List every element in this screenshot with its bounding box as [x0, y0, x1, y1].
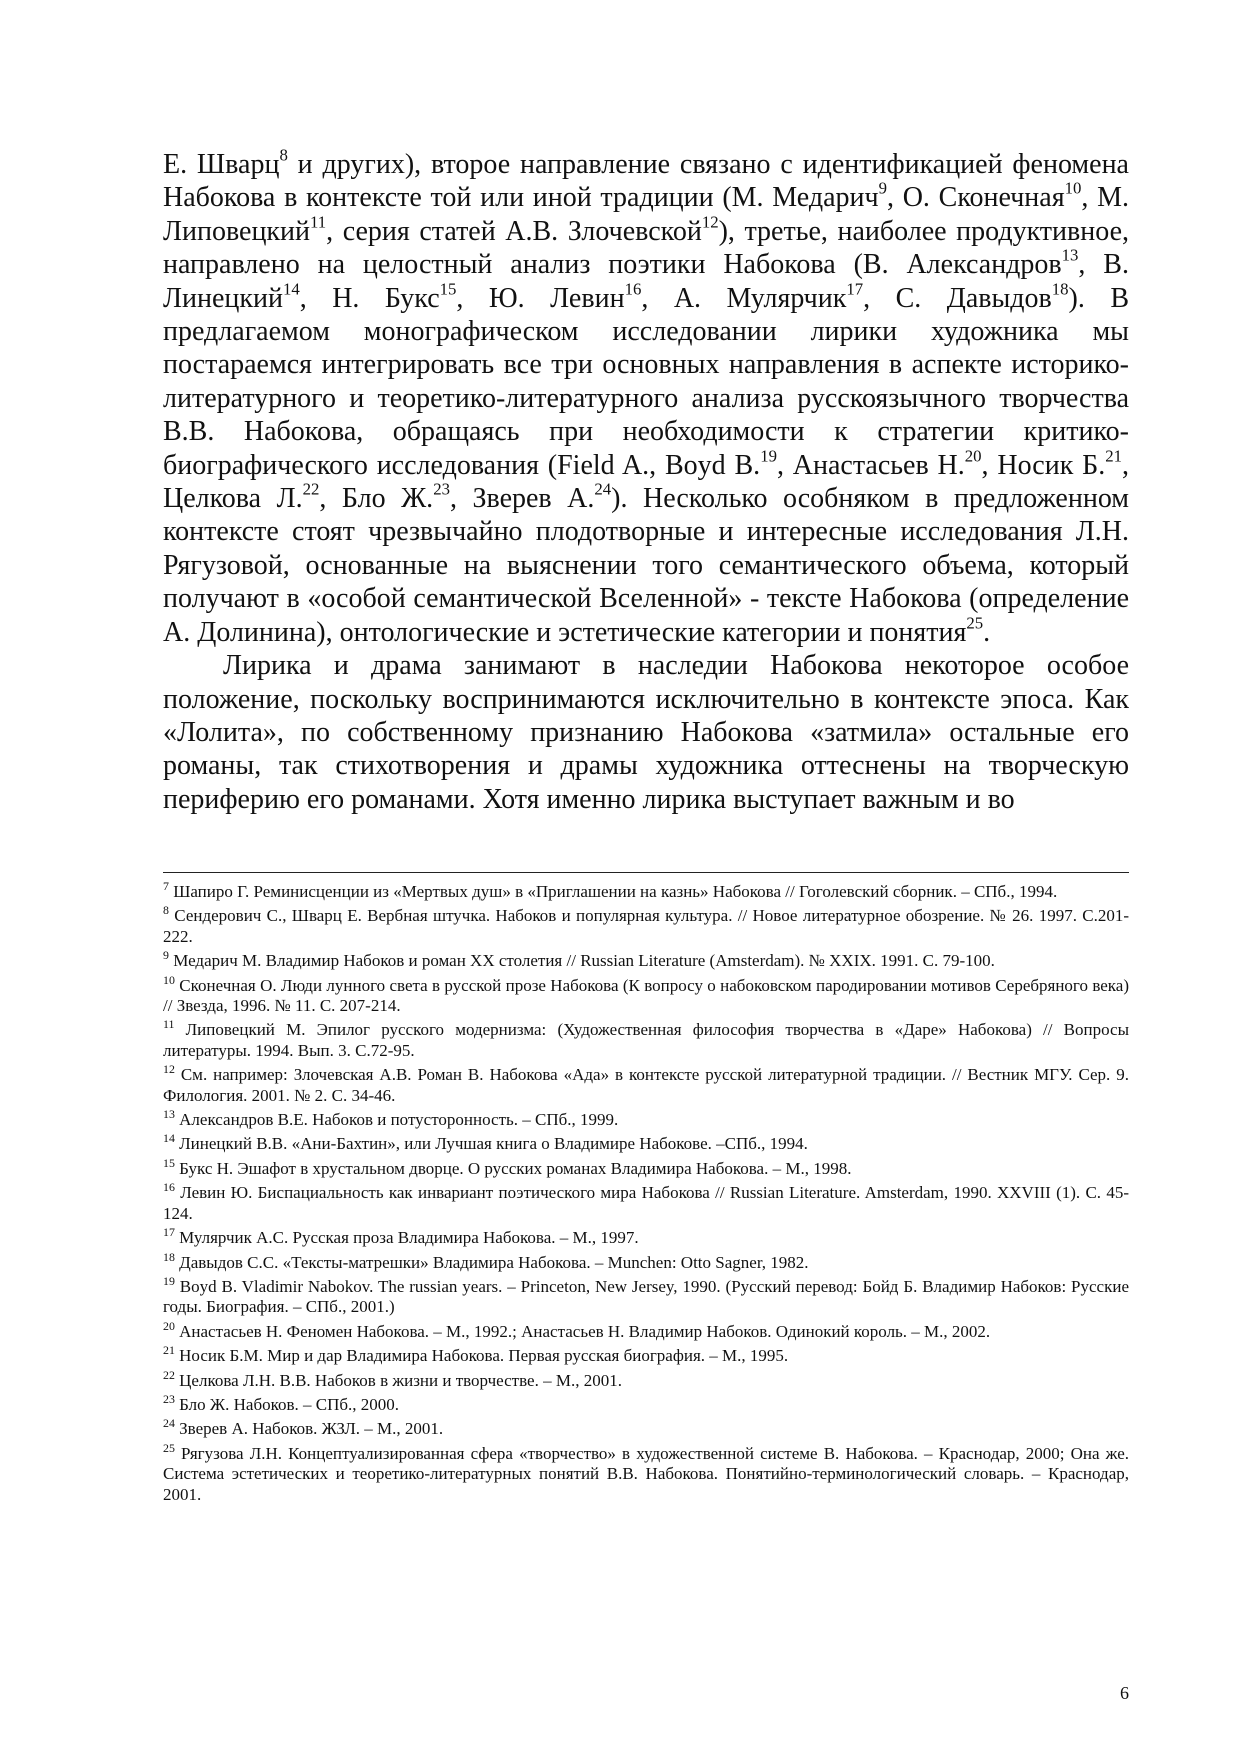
footnote	[163, 1367, 1129, 1391]
text-run: , Ю. Левин	[456, 282, 625, 314]
footnote	[163, 903, 1130, 947]
body-paragraph-1	[163, 145, 1130, 649]
text-run: , А. Мулярчик	[641, 282, 847, 314]
footnote	[163, 1062, 1130, 1106]
footnote-text: Липовецкий М. Эпилог русского модернизма: (Художественная философия творчества в «Даре» Набокова) // Вопросы литературы. 1994. Вып. 3. С.72-95.	[163, 1020, 1130, 1060]
footnote-number: 19	[163, 1273, 175, 1288]
footnote-text: Рягузова Л.Н. Концептуализированная сфера «творчество» в художественной системе В. Набокова. – Краснодар, 2000; Она же. Система эстетических и теоретико-литературных понятий В.В. Набокова. Понятийно-терминологический словарь. – Краснодар, 2001.	[163, 1443, 1129, 1504]
footnote-text: Зверев А. Набоков. ЖЗЛ. – М., 2001.	[179, 1419, 444, 1439]
footnote-text: Бло Ж. Набоков. – СПб., 2000.	[179, 1394, 400, 1414]
footnote-text: Сендерович С., Шварц Е. Вербная штучка. Набоков и популярная культура. // Новое литературное обозрение. № 26. 1997. С.201-222.	[163, 906, 1130, 946]
footnote-number: 23	[163, 1391, 175, 1406]
footnote-number: 9	[163, 948, 169, 963]
text-run: , Н. Букс	[299, 282, 440, 314]
text-run: , Анастасьев Н.	[776, 449, 965, 481]
footnote-number: 24	[163, 1416, 175, 1431]
footnote	[163, 1180, 1129, 1224]
footnote-ref: 18	[1051, 279, 1069, 299]
body-paragraph-2	[163, 649, 1129, 816]
footnote-ref: 25	[966, 613, 984, 633]
footnote-ref: 24	[594, 479, 612, 499]
footnote-ref: 20	[964, 446, 982, 466]
footnote-ref: 10	[1064, 178, 1082, 198]
footnote-ref: 23	[433, 479, 450, 499]
footnote-text: Сконечная О. Люди лунного света в русской прозе Набокова (К вопросу о набоковском пародировании мотивов Серебряного века) // Звезда, 1996. № 11. С. 207-214.	[163, 975, 1130, 1016]
footnote	[163, 1391, 1129, 1415]
footnote-ref: 9	[878, 178, 887, 198]
text-run: ). В предлагаемом монографическом исследовании лирики художника мы постараемся интегрировать все три основных направления в аспекте историко-литературного и теоретико-литературного анализа русскоязычного творчества В.В. Набокова, обращаясь при необходимости к стратегии критико-биографического исследования (Field A., Boyd B.	[163, 282, 1130, 481]
footnote-number: 16	[163, 1180, 175, 1195]
footnote-ref: 11	[310, 212, 327, 232]
text-run: и других), второе направление связано с идентификацией феномена Набокова в контексте той или иной традиции (М. Медарич	[163, 149, 1129, 214]
footnote-ref: 17	[846, 279, 864, 299]
footnote-number: 15	[163, 1155, 175, 1170]
footnotes	[163, 878, 1130, 1509]
text-run: , серия статей А.В. Злочевской	[326, 215, 702, 247]
footnote-text: Давыдов С.С. «Тексты-матрешки» Владимира Набокова. – Munchen: Otto Sagner, 1982.	[179, 1252, 809, 1272]
page-number: 6	[1120, 1683, 1129, 1703]
footnote-text: Линецкий В.В. «Ани-Бахтин», или Лучшая книга о Владимире Набокове. –СПб., 1994.	[179, 1134, 808, 1154]
text-run: Е. Шварц	[163, 149, 280, 180]
footnote-ref: 22	[302, 479, 320, 499]
text-run: , Носик Б.	[981, 449, 1106, 481]
footnote-number: 17	[163, 1224, 175, 1239]
footnote-number: 25	[163, 1440, 175, 1455]
footnote-text: См. например: Злочевская А.В. Роман В. Набокова «Ада» в контексте русской литературной традиции. // Вестник МГУ. Сер. 9. Филология. 2001. № 2. С. 34-46.	[163, 1065, 1130, 1105]
text-run: , Целкова Л.	[163, 449, 1129, 515]
footnote	[163, 1318, 1129, 1342]
text-run: Лирика и драма занимают в наследии Набокова некоторое особое положение, поскольку воспринимаются исключительно в контексте эпоса. Как «Лолита», по собственному признанию Набокова «затмила» остальные его романы, так стихотворения и драмы художника оттеснены на творческую периферию его романами. Хотя именно лирика выступает важным и во	[163, 650, 1129, 815]
text-run: .	[983, 616, 991, 648]
footnote-ref: 14	[282, 279, 300, 299]
footnote-text: Шапиро Г. Реминисценции из «Мертвых душ» в «Приглашении на казнь» Набокова // Гоголевский сборник. – СПб., 1994.	[173, 882, 1058, 901]
footnote-text: Букс Н. Эшафот в хрустальном дворце. О русских романах Владимира Набокова. – М., 1998.	[179, 1158, 852, 1178]
footnote-text: Целкова Л.Н. В.В. Набоков в жизни и творчестве. – М., 2001.	[179, 1370, 622, 1390]
footnote-ref: 12	[701, 212, 719, 232]
text-run: , В. Линецкий	[163, 249, 1129, 314]
footnote-text: Анастасьев Н. Феномен Набокова. – М., 1992.; Анастасьев Н. Владимир Набоков. Одинокий король. – М., 2002.	[179, 1321, 991, 1341]
footnote-separator	[163, 872, 1129, 873]
footnote	[163, 1273, 1130, 1318]
footnote	[163, 1131, 1129, 1154]
footnote-text: Носик Б.М. Мир и дар Владимира Набокова. Первая русская биография. – М., 1995.	[179, 1346, 789, 1366]
footnote-text: Мулярчик А.С. Русская проза Владимира Набокова. – М., 1997.	[179, 1228, 639, 1248]
footnote-ref: 15	[439, 279, 457, 299]
footnote	[163, 1155, 1129, 1179]
footnote	[163, 1440, 1129, 1505]
footnote-number: 12	[163, 1062, 175, 1077]
footnote	[163, 1249, 1129, 1273]
footnote	[163, 1017, 1130, 1061]
footnote-ref: 13	[1061, 245, 1079, 265]
text-run: , Зверев А.	[449, 483, 595, 515]
text-run: ). Несколько особняком в предложенном контексте стоят чрезвычайно плодотворные и интересные исследования Л.Н. Рягузовой, основанные на выяснении того семантического объема, который получают в «особой семантической Вселенной» - тексте Набокова (определение А. Долинина), онтологические и эстетические категории и понятия	[163, 483, 1130, 648]
footnote-number: 21	[163, 1343, 175, 1357]
text-run: , М. Липовецкий	[163, 182, 1130, 247]
footnote-number: 10	[163, 972, 175, 987]
footnote-number: 22	[163, 1367, 175, 1382]
footnote-text: Левин Ю. Биспациальность как инвариант поэтического мира Набокова // Russian Literature. Amsterdam, 1990. XXVIII (1). С. 45-124.	[163, 1183, 1129, 1223]
footnote-number: 13	[163, 1106, 175, 1121]
footnote	[163, 972, 1130, 1017]
footnote-number: 18	[163, 1249, 175, 1264]
main-text	[163, 145, 1130, 816]
footnote-number: 20	[163, 1318, 175, 1333]
footnote-ref: 21	[1105, 446, 1122, 466]
footnote-number: 7	[163, 878, 169, 893]
footnote-number: 11	[163, 1017, 175, 1032]
footnote	[163, 1106, 1129, 1130]
footnote-ref: 16	[624, 279, 642, 299]
footnote-text: Boyd B. Vladimir Nabokov. The russian years. – Princeton, New Jersey, 1990. (Русский перевод: Бойд Б. Владимир Набоков: Русские годы. Биография. – СПб., 2001.)	[163, 1276, 1130, 1317]
footnote	[163, 1224, 1129, 1248]
footnote	[163, 878, 1129, 902]
footnote-number: 14	[163, 1131, 175, 1146]
footnote	[163, 1416, 1129, 1439]
footnote-number: 8	[163, 903, 169, 918]
text-run: , С. Давыдов	[863, 282, 1052, 314]
footnote-text: Медарич М. Владимир Набоков и роман XX столетия // Russian Literature (Amsterdam). № XXIX. 1991. С. 79-100.	[173, 951, 995, 971]
footnote-ref: 19	[760, 446, 777, 466]
text-run: , Бло Ж.	[319, 483, 434, 515]
footnote-ref: 8	[279, 145, 288, 165]
text-run: , О. Сконечная	[887, 182, 1065, 214]
text-run: ), третье, наиболее продуктивное, направлено на целостный анализ поэтики Набокова (В. Александров	[163, 215, 1129, 281]
footnote	[163, 1343, 1129, 1366]
footnote-text: Александров В.Е. Набоков и потусторонность. – СПб., 1999.	[179, 1110, 619, 1130]
footnote	[163, 948, 1129, 971]
